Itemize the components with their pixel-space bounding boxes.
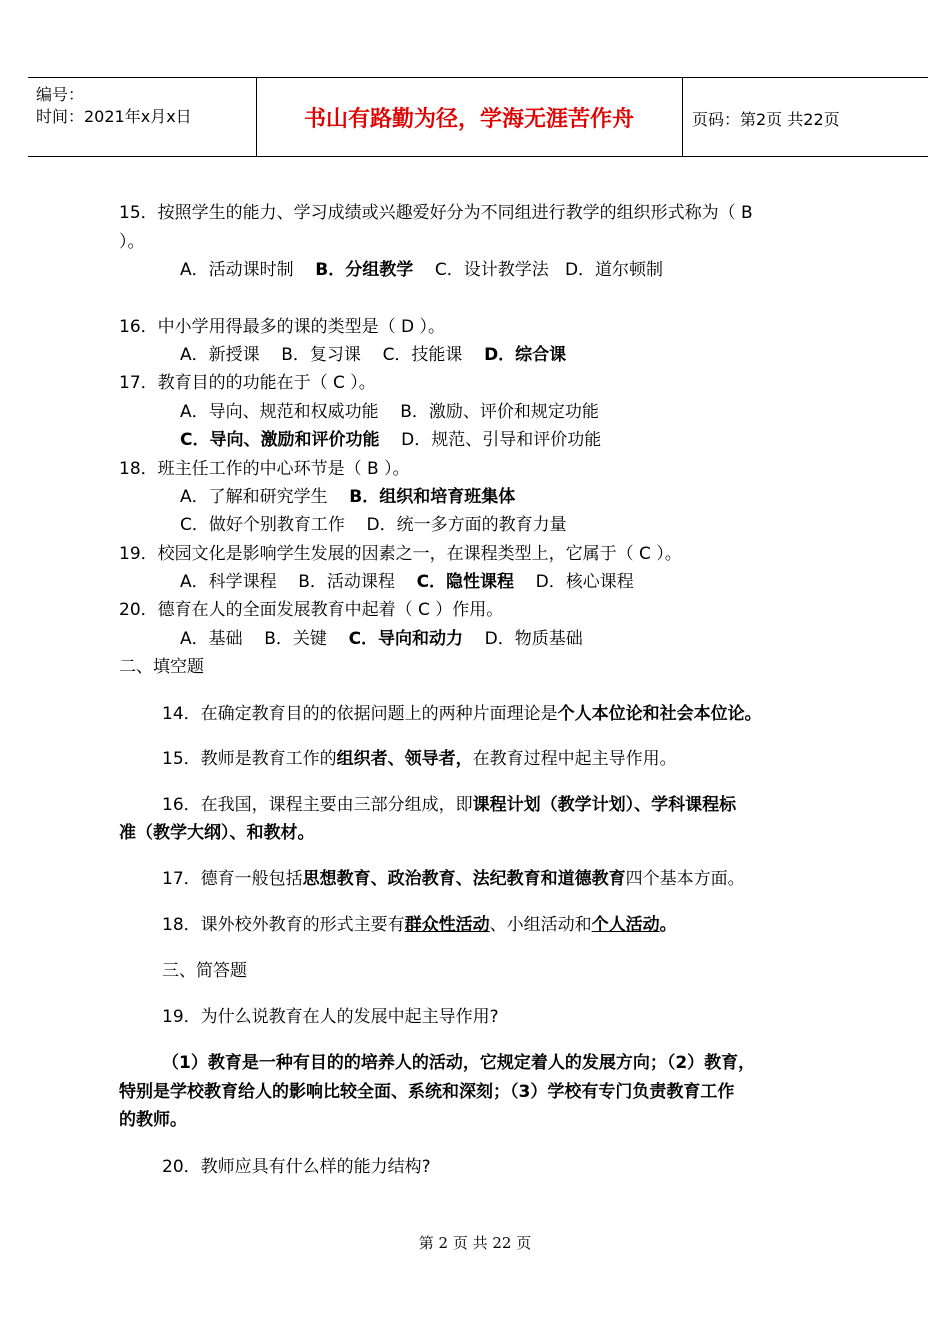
fill-17-text: 17．德育一般包括	[162, 869, 303, 889]
question-16-options	[180, 340, 566, 365]
question-15-stem-cont: ）。	[119, 232, 145, 252]
option-a: A．新授课	[180, 345, 260, 365]
question-18-options-row1	[180, 482, 515, 507]
header-divider-right	[682, 78, 683, 156]
fill-15-text: 15．教师是教育工作的	[162, 749, 337, 769]
option-b-answer: B．组织和培育班集体	[349, 487, 516, 507]
question-15-options	[180, 255, 663, 280]
fill-16-answer-cont: 准（教学大纲）、和教材。	[119, 823, 315, 843]
question-16-stem: 16．中小学用得最多的课的类型是（ D ）。	[119, 317, 446, 337]
option-a: A．活动课时制	[180, 260, 294, 280]
fill-15-answer: 组织者、领导者，	[336, 749, 473, 769]
page-header	[28, 77, 928, 157]
option-a: A．了解和研究学生	[180, 487, 328, 507]
motto: 书山有路勤为径，学海无涯苦作舟	[303, 106, 634, 132]
question-17-options-row1	[180, 397, 599, 422]
option-c: C．做好个别教育工作	[180, 515, 345, 535]
fill-16-text: 16．在我国，课程主要由三部分组成，即	[162, 795, 473, 815]
short-20-question: 20．教师应具有什么样的能力结构?	[162, 1157, 431, 1177]
question-17-options-row2	[180, 425, 601, 450]
option-b: B．激励、评价和规定功能	[400, 402, 599, 422]
option-b-answer: B．分组教学	[315, 260, 414, 280]
option-d: D．规范、引导和评价功能	[401, 430, 602, 450]
short-19-question: 19．为什么说教育在人的发展中起主导作用?	[162, 1007, 499, 1027]
question-18-stem: 18．班主任工作的中心环节是（ B ）。	[119, 459, 410, 479]
option-d: D．核心课程	[535, 572, 634, 592]
option-b: B．复习课	[281, 345, 361, 365]
section-title-fill-in: 二、填空题	[119, 657, 204, 677]
option-c: C．设计教学法	[434, 260, 549, 280]
fill-16-answer: 课程计划（教学计划）、学科课程标	[472, 795, 737, 815]
short-19-answer-line1: （1）教育是一种有目的的培养人的活动，它规定着人的发展方向；（2）教育，	[162, 1053, 756, 1073]
fill-18-answer-1: 群众性活动	[404, 915, 490, 935]
fill-18-mid: 、小组活动和	[489, 915, 592, 935]
time-label: 时间：2021年x月x日	[36, 107, 192, 126]
option-d: D．物质基础	[484, 629, 583, 649]
number-label: 编号：	[36, 85, 85, 104]
page-info: 页码：第2页 共22页	[692, 110, 840, 129]
option-d: D．统一多方面的教育力量	[366, 515, 567, 535]
fill-15	[162, 744, 677, 769]
question-17-stem: 17．教育目的的功能在于（ C ）。	[119, 373, 376, 393]
fill-14	[162, 699, 762, 724]
short-19-answer-line3: 的教师。	[119, 1110, 187, 1130]
section-title-short-answer: 三、简答题	[162, 961, 247, 981]
option-c-answer: C．导向和动力	[348, 629, 464, 649]
fill-17-answer: 思想教育、政治教育、法纪教育和道德教育	[302, 869, 626, 889]
fill-14-answer: 个人本位论和社会本位论。	[557, 704, 762, 724]
option-c-answer: C．导向、激励和评价功能	[180, 430, 380, 450]
question-18-options-row2	[180, 510, 567, 535]
option-a: A．基础	[180, 629, 243, 649]
question-20-stem: 20．德育在人的全面发展教育中起着（ C ）作用。	[119, 600, 504, 620]
fill-18-end: 。	[659, 915, 677, 935]
question-19-options	[180, 567, 634, 592]
fill-18	[162, 910, 677, 935]
option-a: A．导向、规范和权威功能	[180, 402, 379, 422]
fill-16	[162, 790, 736, 815]
option-c-answer: C．隐性课程	[416, 572, 515, 592]
fill-17-rest: 四个基本方面。	[625, 869, 745, 889]
question-19-stem: 19．校园文化是影响学生发展的因素之一，在课程类型上，它属于（ C ）。	[119, 544, 682, 564]
page-footer: 第 2 页 共 22 页	[418, 1234, 532, 1252]
option-b: B．活动课程	[298, 572, 395, 592]
fill-14-text: 14．在确定教育目的的依据问题上的两种片面理论是	[162, 704, 558, 724]
fill-15-rest: 在教育过程中起主导作用。	[472, 749, 677, 769]
question-20-options	[180, 624, 583, 649]
option-a: A．科学课程	[180, 572, 277, 592]
option-b: B．关键	[264, 629, 327, 649]
fill-18-answer-2: 个人活动	[591, 915, 660, 935]
option-d-answer: D．综合课	[484, 345, 567, 365]
option-d: D．道尔顿制	[564, 260, 664, 280]
question-15-stem: 15．按照学生的能力、学习成绩或兴趣爱好分为不同组进行教学的组织形式称为（ B	[119, 203, 753, 223]
fill-18-text: 18．课外校外教育的形式主要有	[162, 915, 405, 935]
option-c: C．技能课	[382, 345, 463, 365]
fill-17	[162, 864, 745, 889]
short-19-answer-line2: 特别是学校教育给人的影响比较全面、系统和深刻；（3）学校有专门负责教育工作	[119, 1082, 735, 1102]
